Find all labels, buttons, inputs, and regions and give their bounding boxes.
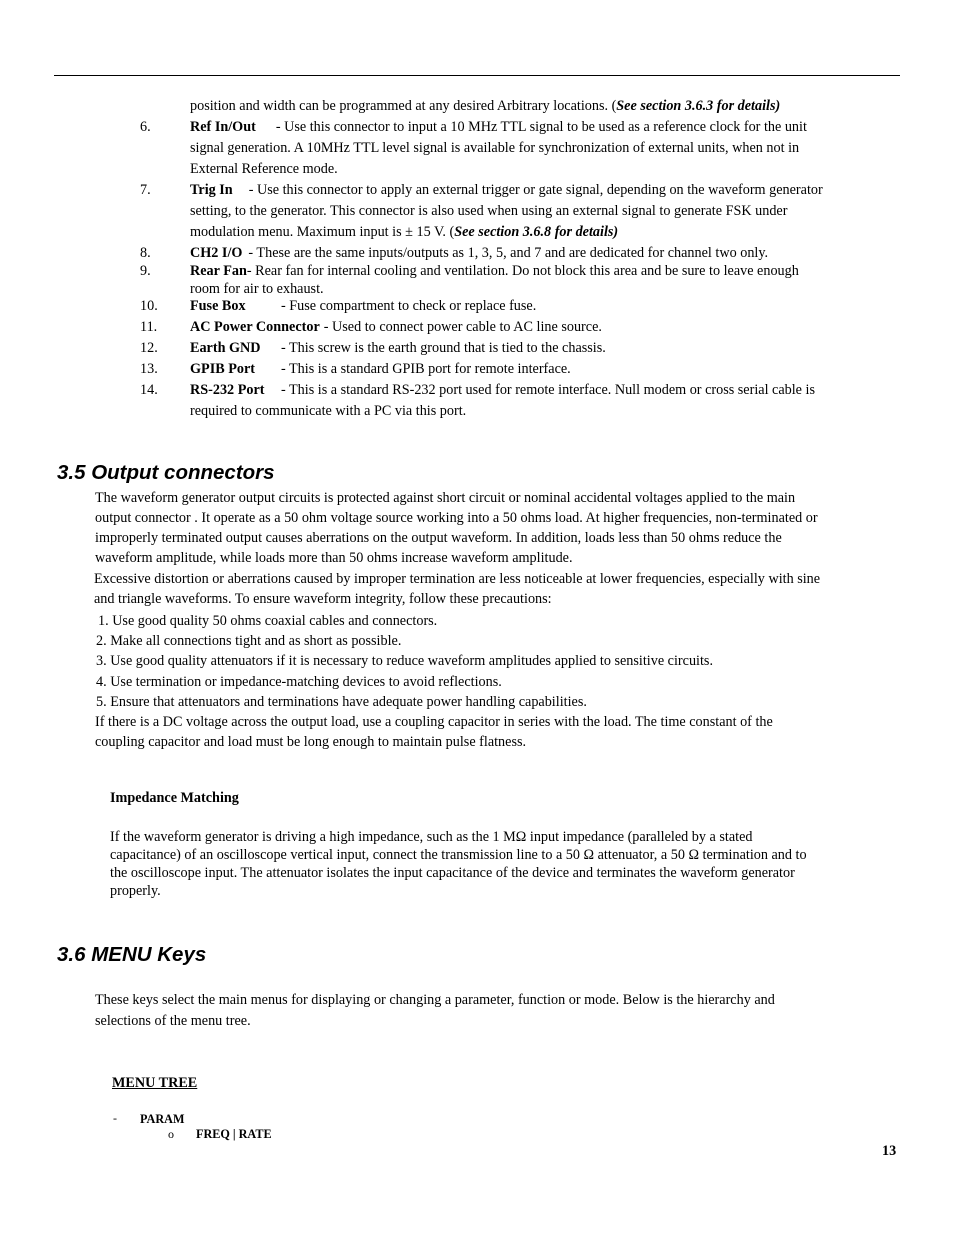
paragraph-line: The waveform generator output circuits is protected against short circuit or nominal accidental voltages applied to the main (95, 490, 796, 506)
item-description-line: External Reference mode. (190, 161, 338, 177)
list-item: 2. Make all connections tight and as short as possible. (96, 633, 402, 649)
item-term: GPIB Port (190, 361, 256, 377)
item-term: Ref In/Out (190, 119, 256, 135)
subheading: Impedance Matching (110, 790, 239, 806)
item-term: CH2 I/O (190, 245, 243, 261)
paragraph-line: and triangle waveforms. To ensure waveform integrity, follow these precautions: (94, 591, 552, 607)
paragraph-line: These keys select the main menus for displaying or changing a parameter, function or mode. Below is the hierarchy and (95, 992, 775, 1008)
header-rule (54, 75, 900, 76)
paragraph-line: capacitance) of an oscilloscope vertical input, connect the transmission line to a 50 Ω attenuator, a 50 Ω termination and to (110, 847, 807, 863)
item-term: Earth GND (190, 340, 261, 356)
item-number: 8. (140, 245, 151, 261)
item-description: - This is a standard GPIB port for remote interface. (281, 361, 571, 377)
paragraph-line: the oscilloscope input. The attenuator isolates the input capacitance of the device and terminates the waveform generator (110, 865, 795, 881)
item-number: 13. (140, 361, 158, 377)
item-number: 6. (140, 119, 151, 135)
section-heading: 3.5 Output connectors (57, 461, 275, 484)
item-term: Fuse Box (190, 298, 246, 314)
page-number: 13 (882, 1143, 897, 1159)
paragraph-line: improperly terminated output causes aberrations on the output waveform. In addition, loads less than 50 ohms reduce the (95, 530, 782, 546)
paragraph-line: coupling capacitor and load must be long enough to maintain pulse flatness. (95, 734, 527, 750)
list-continuation (190, 98, 780, 115)
item-number: 10. (140, 298, 158, 314)
item-number: 9. (140, 263, 151, 279)
item-description: - Use this connector to apply an external trigger or gate signal, depending on the waveform generator (248, 182, 823, 198)
paragraph-line: Excessive distortion or aberrations caused by improper termination are less noticeable at lower frequencies, especially with sine (94, 571, 821, 587)
menu-tree-item: PARAM (140, 1112, 185, 1126)
item-description-line: setting, to the generator. This connector is also used when using an external signal to generate FSK under (190, 203, 788, 219)
section-reference: See section 3.6.3 for details) (616, 98, 781, 114)
menu-tree-item: FREQ | RATE (196, 1127, 272, 1141)
circle-bullet: o (168, 1127, 174, 1141)
item-description: - This is a standard RS-232 port used for remote interface. Null modem or cross serial cable is (281, 382, 815, 398)
item-number: 14. (140, 382, 158, 398)
item-description-line: required to communicate with a PC via this port. (190, 403, 467, 419)
dash-bullet: - (113, 1111, 117, 1125)
item-description: - Used to connect power cable to AC line source. (323, 319, 602, 335)
item-description-line: signal generation. A 10MHz TTL level signal is available for synchronization of external units, when not in (190, 140, 800, 156)
item-description-line: room for air to exhaust. (190, 281, 324, 297)
paragraph-line: output connector . It operate as a 50 ohm voltage source working into a 50 ohms load. At higher frequencies, non-terminated or (95, 510, 818, 526)
paragraph-line: properly. (110, 883, 161, 899)
item-term: AC Power Connector (190, 319, 320, 335)
paragraph-line: selections of the menu tree. (95, 1013, 251, 1029)
section-reference: See section 3.6.8 for details) (454, 224, 619, 240)
item-description: - Fuse compartment to check or replace fuse. (281, 298, 537, 314)
paragraph-line: waveform amplitude, while loads more than 50 ohms increase waveform amplitude. (95, 550, 573, 566)
list-item: 4. Use termination or impedance-matching devices to avoid reflections. (96, 674, 502, 690)
list-item: 3. Use good quality attenuators if it is necessary to reduce waveform amplitudes applied to sensitive circuits. (96, 653, 713, 669)
item-term: RS-232 Port (190, 382, 265, 398)
item-term: Trig In (190, 182, 233, 198)
item-term: Rear Fan (190, 263, 247, 279)
section-heading: 3.6 MENU Keys (57, 943, 207, 966)
list-item: 1. Use good quality 50 ohms coaxial cables and connectors. (98, 613, 438, 629)
item-number: 11. (140, 319, 158, 335)
list-item: 5. Ensure that attenuators and terminations have adequate power handling capabilities. (96, 694, 587, 710)
item-number: 7. (140, 182, 151, 198)
paragraph-line: If there is a DC voltage across the output load, use a coupling capacitor in series with the load. The time constant of the (95, 714, 773, 730)
item-description: - Rear fan for internal cooling and ventilation. Do not block this area and be sure to leave enough (246, 263, 799, 279)
menu-tree-heading: MENU TREE (112, 1075, 198, 1091)
item-number: 12. (140, 340, 158, 356)
item-description: - This screw is the earth ground that is tied to the chassis. (281, 340, 606, 356)
item-description: - Use this connector to input a 10 MHz TTL signal to be used as a reference clock for the unit (275, 119, 807, 135)
paragraph-line: If the waveform generator is driving a high impedance, such as the 1 MΩ input impedance (paralleled by a stated (110, 829, 753, 845)
item-description-line: modulation menu. Maximum input is ± 15 V. ( (190, 224, 455, 240)
item-description: - These are the same inputs/outputs as 1, 3, 5, and 7 and are dedicated for channel two only. (248, 245, 769, 261)
continuation-text: position and width can be programmed at any desired Arbitrary locations. ( (190, 98, 617, 114)
